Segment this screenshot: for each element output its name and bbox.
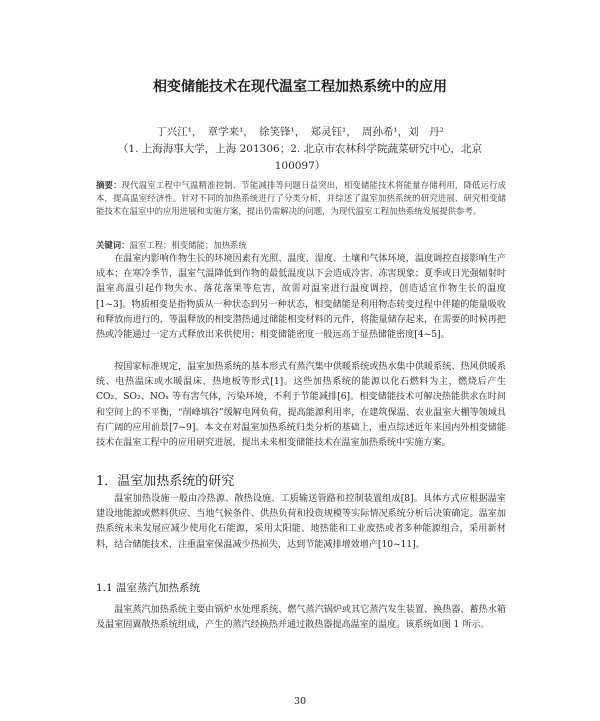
page-number: 30 xyxy=(293,696,307,707)
keywords-label: 关键词： xyxy=(96,240,130,250)
subsection-heading-1-1: 1.1 温室蒸汽加热系统 xyxy=(96,582,201,594)
body-paragraph-2: 按国家标准规定，温室加热系统的基本形式有蒸汽集中供暖系统或热水集中供暖系统、热风供暖系统、电热温床或水暖温床、热地板等形式[1]。这些加热系统的能源以化石燃料为主，燃烧后产生 CO₂、SO₂、NOₓ 等有害气体，污染环境，不利于节能减排[6]。相变储能技术可解决热能供求在时间和空间上的不平衡，“削峰填谷”缓解电网负荷，提高能源利用率，在建筑保温、农业温室大棚等领域具有广阔的应用前景[7~9]。本文在对温室加热系统归类分析的基础上，重点综述近年来国内外相变储能技术在温室工程中的应用研究进展，提出未来相变储能技术在温室加热系统中实施方案。 xyxy=(96,362,506,449)
section-heading-1: 1．温室加热系统的研究 xyxy=(96,474,235,489)
abstract xyxy=(96,179,506,218)
body-paragraph-4: 温室蒸汽加热系统主要由锅炉水处理系统、燃气蒸汽锅炉或其它蒸汽发生装置、换热器、蓄热水箱及温室固翼散热系统组成，产生的蒸汽经换热并通过散热器提高温室的温度。该系统如图 1 所示。 xyxy=(96,605,506,631)
body-paragraph-3: 温室加热设施一般由冷热源、散热设施、工质输送管路和控制装置组成[8]。具体方式应根据温室建设地能源或燃料供应、当地气候条件、供热负荷和投资规模等实际情况系统分析后决策确定。温室加热系统未来发展应减少使用化石能源，采用太阳能、地热能和工业废热或者多种能源组合，采用新材料，结合储能技术，注重温室保温减少热损失，达到节能减排增效增产[10~11]。 xyxy=(96,494,506,550)
abstract-label: 摘要： xyxy=(96,180,122,190)
abstract-text: 现代温室工程中气温精准控制、节能减排等问题日益突出，相变储能技术将能量存储利用，降低运行成本，提高温室经济性。针对不同的加热系统进行了分类分析，并综述了温室加热系统的研究进展、研究相变储能技术在温室中的应用进展和实施方案，提出仍需解决的问题，为现代温室工程加热系统发展提供参考。 xyxy=(96,180,507,216)
keywords-text: 温室工程；相变储能；加热系统 xyxy=(129,240,247,250)
author-list: 丁兴江¹， 章学来¹， 徐笑锋¹， 郑灵钰¹， 周孙希¹，刘 丹² xyxy=(156,126,444,138)
body-paragraph-1: 在温室内影响作物生长的环境因素有光照、温度、湿度、土壤和气体环境，温度调控直接影响生产成本；在寒冷季节，温室气温降低到作物的最低温度以下会造成冷害、冻害现象；夏季或日光强辐射时温室高温引起作物失水、落花落果等危害，故需对温室进行温度调控，创造适宜作物生长的温度[1~3]。物质相变是指物质从一种状态到另一种状态，相变储能是利用物态转变过程中伴随的能量吸收和释放而进行的，等温释放的相变潜热通过储能相变材料的元件，将能量储存起来，在需要的时候再把热或冷能通过一定方式释放出来供使用；相变储能密度一般远高于显热储能密度[4~5]。 xyxy=(96,254,506,341)
keywords xyxy=(96,239,506,252)
affiliation: （1. 上海海事大学，上海 201306；2. 北京市农林科学院蔬菜研究中心，北京 100097） xyxy=(117,143,483,172)
paper-title: 相变储能技术在现代温室工程加热系统中的应用 xyxy=(153,79,447,95)
